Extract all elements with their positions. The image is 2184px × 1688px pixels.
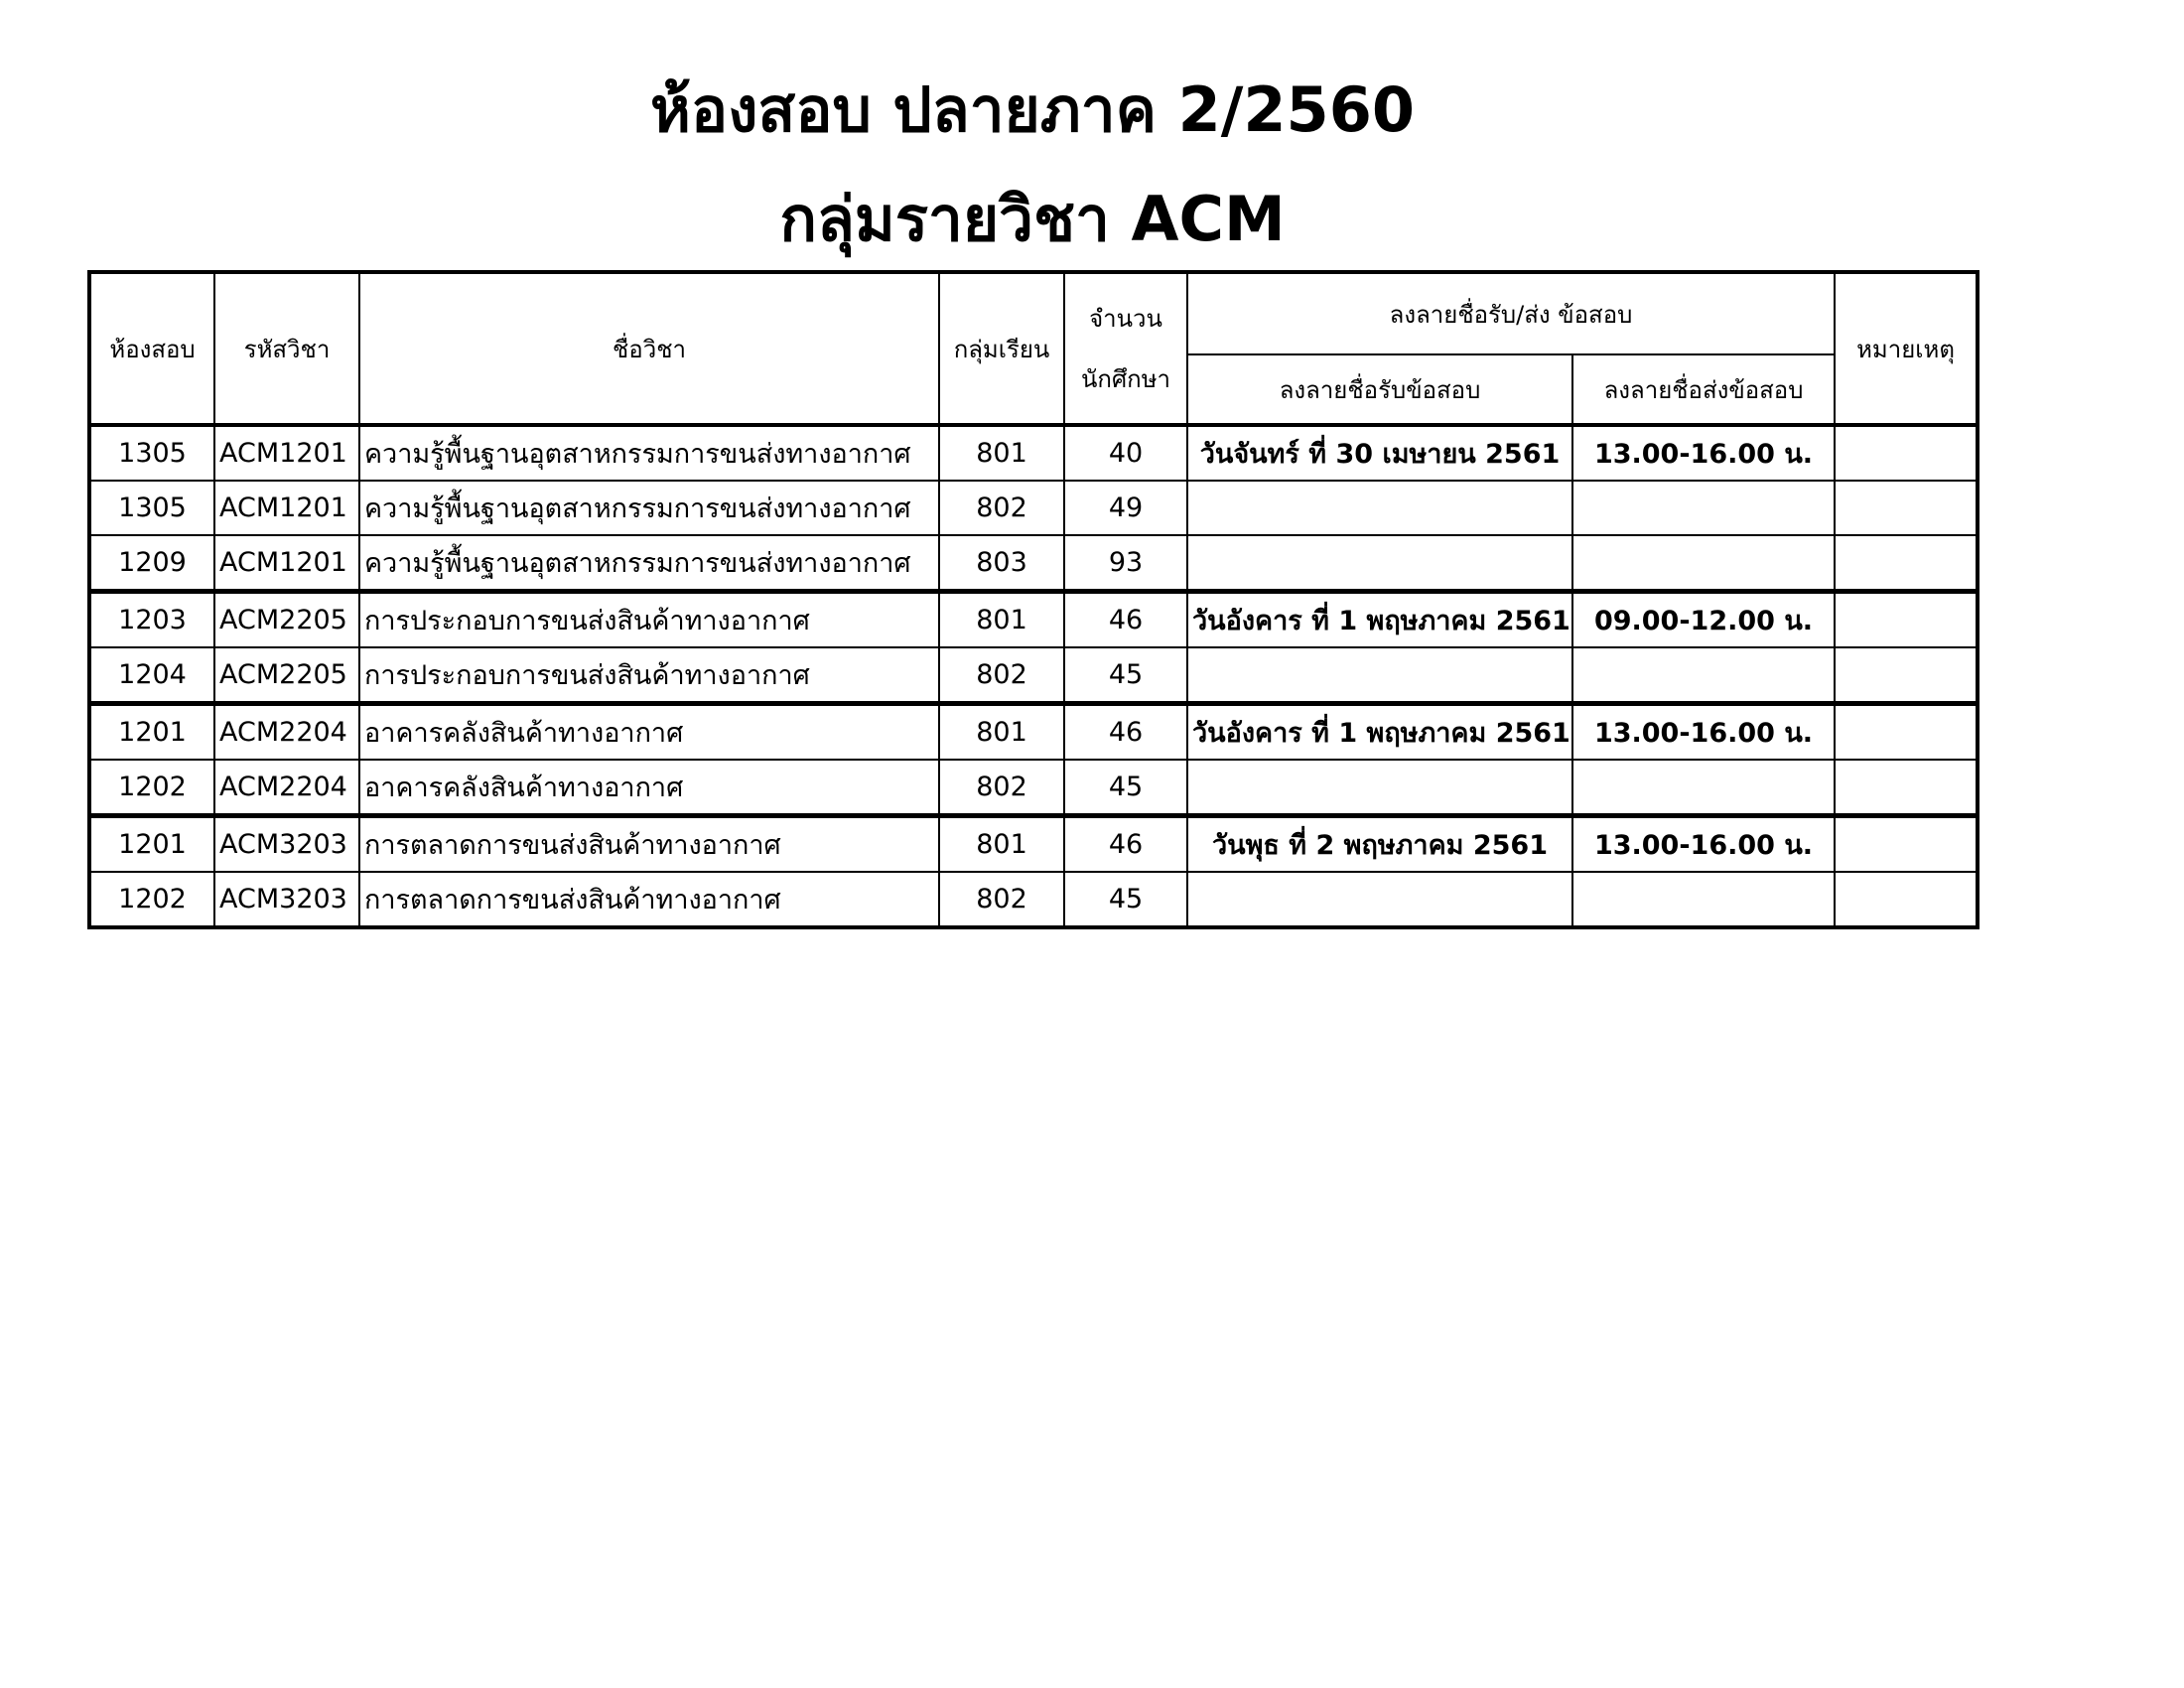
- cell-student-count: 49: [1064, 481, 1187, 535]
- cell-code: ACM3203: [214, 872, 359, 927]
- exam-room-table: [87, 270, 1979, 929]
- header-student-count: [1064, 272, 1187, 425]
- cell-student-count: 93: [1064, 535, 1187, 592]
- table-row: [89, 760, 1978, 816]
- cell-exam-date: วันอังคาร ที่ 1 พฤษภาคม 2561: [1187, 704, 1572, 761]
- header-count-line1: จำนวน: [1089, 305, 1162, 333]
- cell-section: 801: [939, 592, 1064, 648]
- table-row: [89, 872, 1978, 927]
- cell-section: 801: [939, 425, 1064, 481]
- cell-code: ACM2204: [214, 760, 359, 816]
- table-row: [89, 481, 1978, 535]
- cell-course-name: อาคารคลังสินค้าทางอากาศ: [359, 760, 939, 816]
- header-section: กลุ่มเรียน: [939, 272, 1064, 425]
- cell-section: 803: [939, 535, 1064, 592]
- cell-course-name: ความรู้พื้นฐานอุตสาหกรรมการขนส่งทางอากาศ: [359, 425, 939, 481]
- cell-section: 802: [939, 872, 1064, 927]
- cell-room: 1209: [89, 535, 214, 592]
- header-room: ห้องสอบ: [89, 272, 214, 425]
- cell-exam-date: [1187, 481, 1572, 535]
- cell-remark: [1835, 535, 1978, 592]
- table-row: [89, 592, 1978, 648]
- table-row: [89, 704, 1978, 761]
- cell-course-name: อาคารคลังสินค้าทางอากาศ: [359, 704, 939, 761]
- cell-exam-time: [1572, 647, 1835, 704]
- cell-section: 802: [939, 481, 1064, 535]
- cell-course-name: ความรู้พื้นฐานอุตสาหกรรมการขนส่งทางอากาศ: [359, 535, 939, 592]
- cell-exam-date: วันพุธ ที่ 2 พฤษภาคม 2561: [1187, 816, 1572, 873]
- table-row: [89, 535, 1978, 592]
- cell-code: ACM1201: [214, 425, 359, 481]
- header-signature-group: ลงลายชื่อรับ/ส่ง ข้อสอบ: [1187, 272, 1835, 354]
- cell-room: 1202: [89, 872, 214, 927]
- cell-code: ACM2205: [214, 592, 359, 648]
- cell-course-name: การประกอบการขนส่งสินค้าทางอากาศ: [359, 592, 939, 648]
- table-row: [89, 816, 1978, 873]
- cell-exam-date: วันอังคาร ที่ 1 พฤษภาคม 2561: [1187, 592, 1572, 648]
- cell-remark: [1835, 704, 1978, 761]
- cell-exam-time: 09.00-12.00 น.: [1572, 592, 1835, 648]
- cell-section: 802: [939, 760, 1064, 816]
- cell-exam-time: [1572, 872, 1835, 927]
- cell-section: 802: [939, 647, 1064, 704]
- header-receive-signature: ลงลายชื่อรับข้อสอบ: [1187, 354, 1572, 425]
- table-header: [89, 272, 1978, 425]
- cell-exam-time: 13.00-16.00 น.: [1572, 425, 1835, 481]
- cell-room: 1305: [89, 425, 214, 481]
- cell-student-count: 45: [1064, 760, 1187, 816]
- cell-remark: [1835, 816, 1978, 873]
- cell-remark: [1835, 760, 1978, 816]
- cell-room: 1203: [89, 592, 214, 648]
- cell-exam-date: [1187, 760, 1572, 816]
- cell-student-count: 45: [1064, 647, 1187, 704]
- cell-room: 1201: [89, 704, 214, 761]
- cell-exam-time: [1572, 760, 1835, 816]
- cell-section: 801: [939, 816, 1064, 873]
- header-remark: หมายเหตุ: [1835, 272, 1978, 425]
- cell-room: 1202: [89, 760, 214, 816]
- cell-student-count: 40: [1064, 425, 1187, 481]
- cell-exam-time: [1572, 481, 1835, 535]
- cell-course-name: ความรู้พื้นฐานอุตสาหกรรมการขนส่งทางอากาศ: [359, 481, 939, 535]
- header-name: ชื่อวิชา: [359, 272, 939, 425]
- cell-course-name: การตลาดการขนส่งสินค้าทางอากาศ: [359, 872, 939, 927]
- cell-remark: [1835, 592, 1978, 648]
- cell-course-name: การประกอบการขนส่งสินค้าทางอากาศ: [359, 647, 939, 704]
- cell-code: ACM2204: [214, 704, 359, 761]
- cell-code: ACM1201: [214, 481, 359, 535]
- cell-student-count: 46: [1064, 704, 1187, 761]
- cell-remark: [1835, 425, 1978, 481]
- cell-code: ACM3203: [214, 816, 359, 873]
- cell-exam-date: [1187, 535, 1572, 592]
- header-submit-signature: ลงลายชื่อส่งข้อสอบ: [1572, 354, 1835, 425]
- cell-room: 1204: [89, 647, 214, 704]
- cell-student-count: 45: [1064, 872, 1187, 927]
- cell-exam-date: [1187, 647, 1572, 704]
- cell-code: ACM1201: [214, 535, 359, 592]
- table-body: [89, 425, 1978, 927]
- cell-room: 1201: [89, 816, 214, 873]
- header-code: รหัสวิชา: [214, 272, 359, 425]
- page-title: ห้องสอบ ปลายภาค 2/2560: [650, 73, 1415, 146]
- cell-exam-time: [1572, 535, 1835, 592]
- cell-remark: [1835, 481, 1978, 535]
- cell-student-count: 46: [1064, 592, 1187, 648]
- cell-course-name: การตลาดการขนส่งสินค้าทางอากาศ: [359, 816, 939, 873]
- cell-code: ACM2205: [214, 647, 359, 704]
- cell-exam-time: 13.00-16.00 น.: [1572, 704, 1835, 761]
- cell-room: 1305: [89, 481, 214, 535]
- table-row: [89, 425, 1978, 481]
- cell-exam-time: 13.00-16.00 น.: [1572, 816, 1835, 873]
- cell-exam-date: วันจันทร์ ที่ 30 เมษายน 2561: [1187, 425, 1572, 481]
- cell-remark: [1835, 647, 1978, 704]
- page-subtitle: กลุ่มรายวิชา ACM: [779, 183, 1286, 255]
- cell-section: 801: [939, 704, 1064, 761]
- cell-exam-date: [1187, 872, 1572, 927]
- cell-remark: [1835, 872, 1978, 927]
- cell-student-count: 46: [1064, 816, 1187, 873]
- header-count-line2: นักศึกษา: [1081, 365, 1170, 393]
- table-row: [89, 647, 1978, 704]
